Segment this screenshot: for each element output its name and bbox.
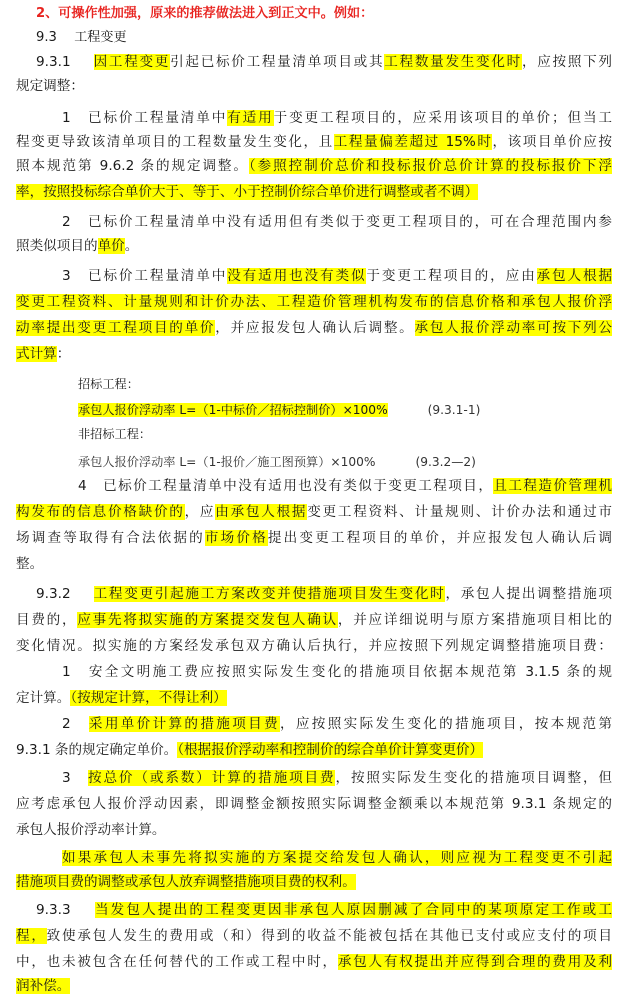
measure-item-3-line-1: 3 按总价（或系数）计算的措施项目费，按照实际发生变化的措施项目调整，但 <box>62 770 613 786</box>
item-3-line-2: 变更工程资料、计量规则和计价办法、工程造价管理机构发布的信息价格和承包人报价浮 <box>16 294 612 310</box>
measure-item-3-line-3: 承包人报价浮动率计算。 <box>16 822 166 838</box>
formula-1: 承包人报价浮动率 L=（1-中标价／招标控制价）×100% (9.3.1-1) <box>78 403 481 417</box>
section-heading <box>36 28 620 48</box>
measure-item-2-line-2: 9.3.1 条的规定确定单价。（根据报价浮动率和控制价的综合单价计算变更价） <box>16 742 484 758</box>
section-number: 9.3 <box>36 30 57 45</box>
item-4-line-3: 场调查等取得有合法依据的市场价格提出变更工程项目的单价，并应报发包人确认后调 <box>16 530 613 546</box>
item-1-line-4: 率，按照投标综合单价大于、等于、小于控制价综合单价进行调整或者不调） <box>16 184 479 200</box>
clause-9-3-2-line-1: 9.3.2 工程变更引起施工方案改变并使措施项目发生变化时，承包人提出调整措施项 <box>36 586 613 602</box>
item-1-line-1: 1 已标价工程量清单中有适用于变更工程项目的，应采用该项目的单价；但当工 <box>62 110 613 126</box>
clause-9-3-3-line-2: 程，致使承包人发生的费用或（和）得到的收益不能被包括在其他已支付或应支付的项目 <box>16 928 613 944</box>
clause-9-3-2-line-2: 目费的，应事先将拟实施的方案提交发包人确认，并应详细说明与原方案措施项目相比的 <box>16 612 613 628</box>
formula-2-label: 非招标工程： <box>78 427 152 441</box>
item-1-line-2: 程变更导致该清单项目的工程数量发生变化，且工程量偏差超过 15%时，该项目单价应按 <box>16 134 613 150</box>
item-2-line-1: 2 已标价工程量清单中没有适用但有类似于变更工程项目的，可在合理范围内参 <box>62 214 612 230</box>
note-line-1: 如果承包人未事先将拟实施的方案提交给发包人确认，则应视为工程变更不引起 <box>62 850 612 866</box>
measure-item-3-line-2: 应考虑承包人报价浮动因素，即调整金额按照实际调整金额乘以本规范第 9.3.1 条规定的 <box>16 796 612 812</box>
item-4-line-1: 4 已标价工程量清单中没有适用也没有类似于变更工程项目，且工程造价管理机 <box>78 478 612 494</box>
formula-2: 承包人报价浮动率 L=（1-报价／施工图预算）×100% (9.3.2—2) <box>78 455 476 469</box>
measure-item-1-line-1: 1 安全文明施工费应按照实际发生变化的措施项目依据本规范第 3.1.5 条的规 <box>62 664 612 680</box>
measure-item-2-line-1: 2 采用单价计算的措施项目费，应按照实际发生变化的措施项目，按本规范第 <box>62 716 612 732</box>
item-3-line-4: 式计算： <box>16 346 71 362</box>
item-3-line-3: 动率提出变更工程项目的单价，并应报发包人确认后调整。承包人报价浮动率可按下列公 <box>16 320 613 336</box>
clause-9-3-1-line-1: 9.3.1 因工程变更引起已标价工程量清单项目或其工程数量发生变化时，应按照下列 <box>36 54 613 70</box>
formula-1-label: 招标工程： <box>78 377 139 391</box>
clause-9-3-2-line-3: 变化情况。拟实施的方案经发承包双方确认后执行，并应按照下列规定调整措施项目费： <box>16 638 612 654</box>
clause-9-3-3-line-1: 9.3.3 当发包人提出的工程变更因非承包人原因删减了合同中的某项原定工作或工 <box>36 902 613 918</box>
clause-9-3-1-line-2: 规定调整： <box>16 78 84 94</box>
note-line-2: 措施项目费的调整或承包人放弃调整措施项目费的权利。 <box>16 874 356 890</box>
item-1-line-3: 照本规范第 9.6.2 条的规定调整。（参照控制价总价和投标报价总价计算的投标报价下浮 <box>16 158 613 174</box>
section-title: 工程变更 <box>74 30 127 45</box>
item-2-line-2: 照类似项目的单价。 <box>16 238 139 254</box>
item-4-line-4: 整。 <box>16 556 44 572</box>
item-3-line-1: 3 已标价工程量清单中没有适用也没有类似于变更工程项目的，应由承包人根据 <box>62 268 613 284</box>
clause-9-3-3-line-4: 润补偿。 <box>16 978 71 994</box>
item-4-line-2: 构发布的信息价格缺价的，应由承包人根据变更工程资料、计量规则、计价办法和通过市 <box>16 504 613 520</box>
measure-item-1-line-2: 定计算。（按规定计算，不得让利） <box>16 690 227 706</box>
clause-9-3-3-line-3: 中，也未被包含在任何替代的工作或工程中时，承包人有权提出并应得到合理的费用及利 <box>16 954 613 970</box>
intro-note: 2、可操作性加强，原来的推荐做法进入到正文中。例如： <box>36 6 374 21</box>
